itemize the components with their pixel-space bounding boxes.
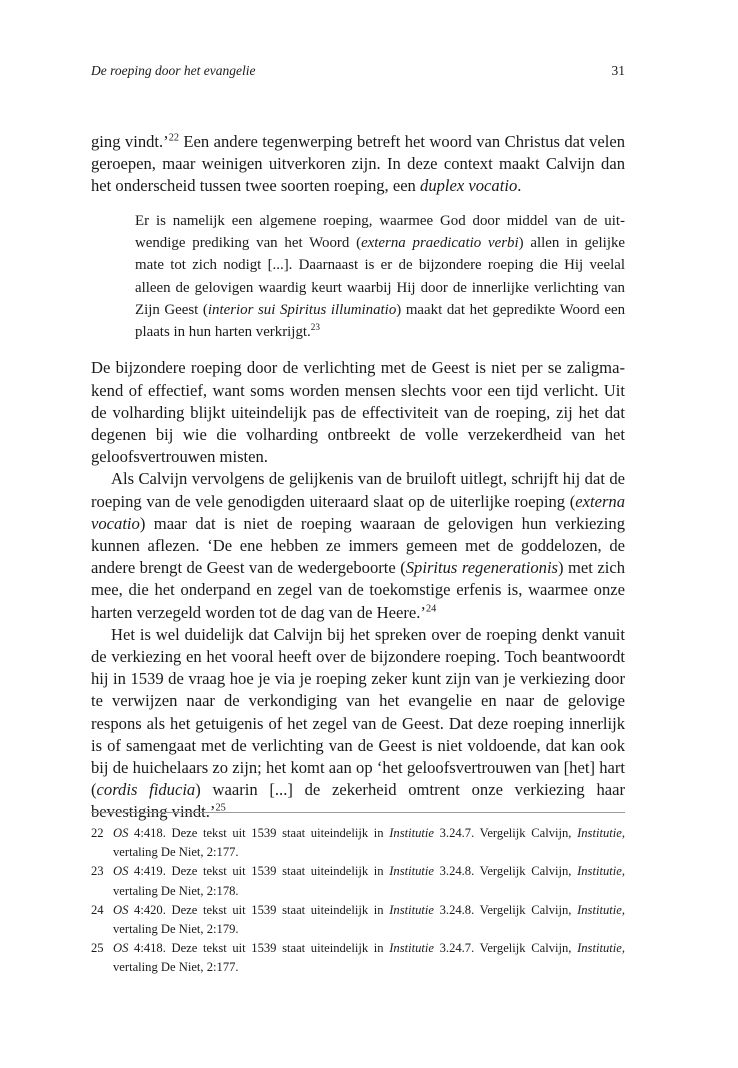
- text-run: ) maakt dat het gepredikte Woord een plaats in hun harten verkrijgt.: [135, 301, 626, 341]
- text-run: 4:419. Deze tekst uit 1539 staat uiteindelijk in: [128, 864, 390, 879]
- italic-term: Institutie: [577, 902, 622, 917]
- text-run: Als Calvijn vervolgens de gelijkenis van de bruiloft uitlegt, schrijft hij dat de roeping van de vele genodigden uiteraard slaat op de uiterlijke roeping (: [91, 469, 625, 511]
- block-quote: [135, 210, 625, 344]
- italic-term: cordis fiducia: [96, 780, 196, 800]
- text-run: 3.24.7. Vergelijk Calvijn,: [434, 826, 578, 840]
- text-run: Er is namelijk een algemene roeping, waarmee God door middel van de uitwendige prediking van het Woord (: [135, 212, 625, 251]
- footnote-24: [91, 901, 625, 939]
- footnote-number: 23: [91, 864, 104, 879]
- italic-term: OS: [113, 864, 129, 879]
- italic-term: Institutie: [389, 941, 434, 956]
- footnote-number: 25: [91, 941, 104, 956]
- text-run: 3.24.8. Vergelijk Calvijn,: [434, 902, 578, 917]
- paragraph-4: [91, 624, 625, 824]
- text-run: , vertaling De Niet, 2:177.: [113, 941, 625, 975]
- italic-term: Institutie: [577, 826, 622, 840]
- footnote-number: 22: [91, 826, 104, 840]
- italic-term: OS: [113, 902, 129, 917]
- text-run: ) allen in gelijke mate tot zich nodigt [...]. Daarnaast is er de bijzondere roeping die Hij veelal alleen de gelovigen waardig keurt waarbij Hij door de innerlijke verlichting van Zijn Geest (: [135, 234, 626, 318]
- italic-term: OS: [113, 941, 129, 956]
- italic-term: duplex vocatio: [420, 176, 518, 196]
- text-run: .: [517, 176, 522, 196]
- main-text: [91, 131, 625, 824]
- italic-term: OS: [113, 826, 129, 840]
- italic-term: Institutie: [389, 826, 434, 840]
- footnote-ref-25[interactable]: 25: [215, 802, 226, 814]
- text-run: ) maar dat is niet de roeping waaraan de gelovigen hun verkiezing kunnen aflezen. ‘De ene hebben ze immers gemeen met de goddelozen, de andere brengt de Geest van de wedergeboorte (: [91, 513, 625, 578]
- paragraph-2: De bijzondere roeping door de verlichting met de Geest is niet per se zaligmakend of effectief, want soms worden mensen slechts voor een tijd verlicht. Uit de volharding blijkt uiteindelijk pas de effectiviteit van de roeping, zij het dat degenen bij wie die volharding ontbreekt de volle verzekerdheid van het geloofsvertrouwen misten.: [91, 358, 625, 467]
- paragraph-1: [91, 131, 625, 198]
- footnote-ref-24[interactable]: 24: [425, 603, 437, 615]
- text-run: 4:420. Deze tekst uit 1539 staat uiteindelijk in: [128, 902, 390, 917]
- italic-term: Spiritus regenerationis: [405, 558, 559, 578]
- text-run: ) waarin [...] de zekerheid omtrent onze verkiezing haar bevestiging vindt.’: [91, 780, 625, 822]
- text-run: 3.24.8. Vergelijk Calvijn,: [434, 864, 578, 879]
- text-run: ) met zich mee, die het onderpand en zegel van de toekomstige erfenis is, waarmee onze harten verzegeld worden tot de dag van de Heere.’: [91, 558, 626, 622]
- text-run: , vertaling De Niet, 2:179.: [113, 902, 625, 937]
- paragraph-3: [91, 468, 625, 623]
- text-run: ging vindt.’: [91, 132, 169, 151]
- footnote-22: [91, 824, 625, 862]
- text-run: , vertaling De Niet, 2:178.: [113, 864, 625, 898]
- italic-term: Institutie: [577, 864, 622, 879]
- book-page: [91, 0, 625, 1068]
- footnote-25: [91, 939, 625, 977]
- italic-term: Institutie: [389, 902, 434, 917]
- text-run: Het is wel duidelijk dat Calvijn bij het spreken over de roeping denkt vanuit de verkiezing en het vooral heeft over de bijzondere roeping. Toch beantwoordt hij in 1539 de vraag hoe je via je roeping zeker kunt zijn van je verkiezing door te verwijzen naar de verkondiging van het evangelie en naar de gelovige respons als het getuigenis of het zegel van de Geest. Dat deze roeping innerlijk is of samengaat met de verlichting van de Geest is niet voldoende, dat kan ook bij de huichelaars zo zijn; het komt aan op ‘het geloofsvertrouwen van [het] hart (: [91, 624, 625, 800]
- footnote-number: 24: [91, 902, 104, 917]
- footnote-ref-23[interactable]: 23: [310, 322, 320, 333]
- footnote-divider: [91, 812, 625, 813]
- footnotes: [91, 824, 625, 978]
- running-title: De roeping door het evangelie: [91, 63, 256, 78]
- italic-term: externa praedicatio verbi: [361, 234, 519, 251]
- italic-term: Institutie: [577, 941, 622, 956]
- page-number: 31: [611, 63, 625, 78]
- running-header: [91, 63, 625, 79]
- text-run: Een andere tegenwerping betreft het woord van Christus dat velen geroepen, maar weinigen uitverkoren zijn. In deze context maakt Calvijn dan het onderscheid tussen twee soorten roeping, een: [91, 132, 625, 196]
- italic-term: externa vocatio: [91, 491, 625, 533]
- text-run: , vertaling De Niet, 2:177.: [113, 826, 625, 860]
- footnote-23: [91, 862, 625, 900]
- footnote-ref-22[interactable]: 22: [168, 132, 179, 144]
- text-run: 4:418. Deze tekst uit 1539 staat uiteindelijk in: [128, 941, 390, 956]
- text-run: 4:418. Deze tekst uit 1539 staat uiteindelijk in: [128, 826, 390, 840]
- text-run: 3.24.7. Vergelijk Calvijn,: [434, 941, 578, 956]
- italic-term: Institutie: [389, 864, 434, 879]
- italic-term: interior sui Spiritus illuminatio: [207, 301, 397, 318]
